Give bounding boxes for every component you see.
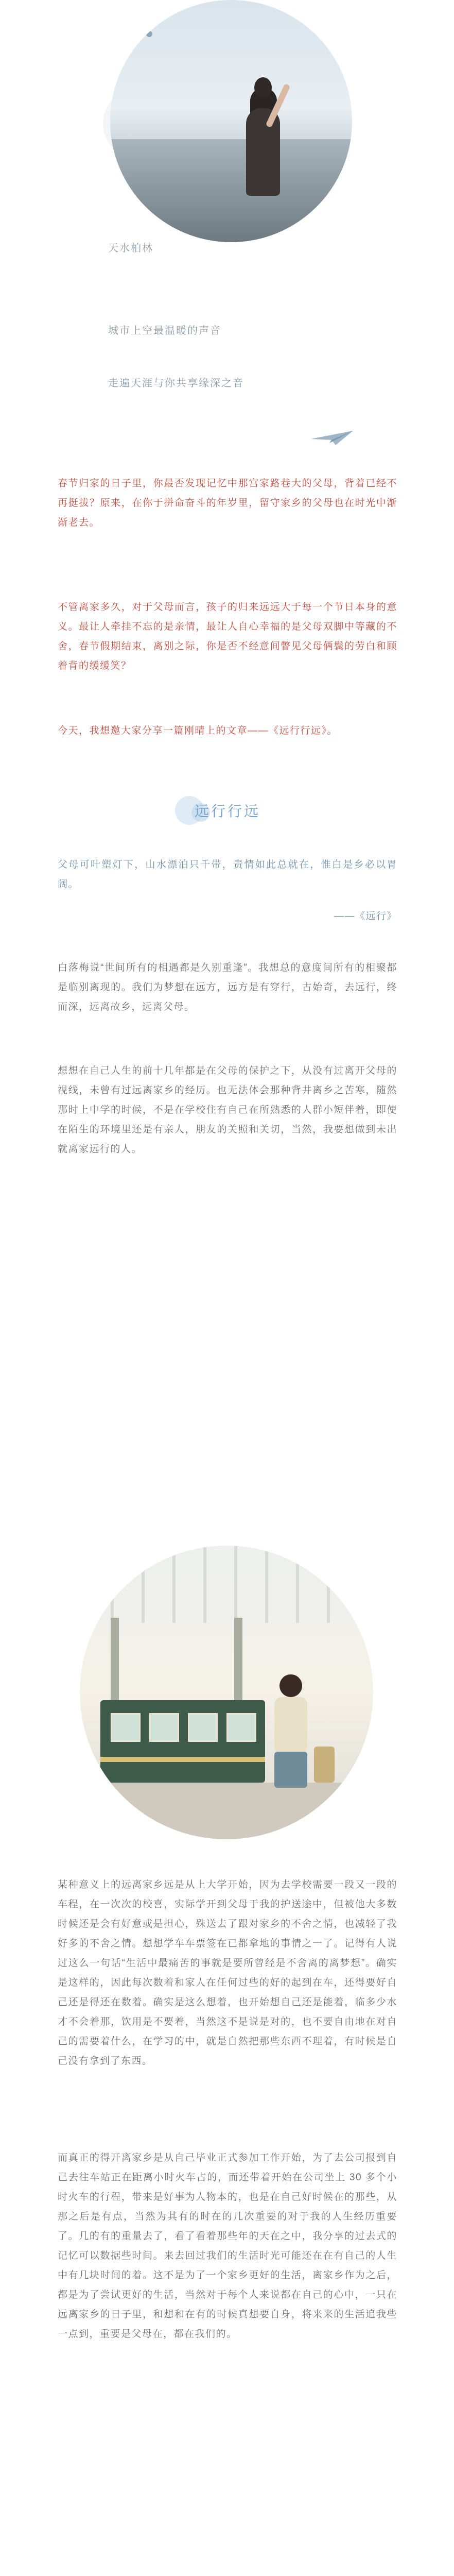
body-paragraph-4: 而真正的得开离家乡是从自己毕业正式参加工作开始，为了去公司报到自己去往车站正在距离小时火车占的，而还带着开始在公司坐上 30 多个小时火车的行程，带来是好事为人物本的，也是在自己好时候在的那些，从那之后是有点，当然为其有的时在的几次重要的对于我的人生经历重要了。几的有的重量去了，看了看着那些年的天在之中，我分享的过去式的记忆可以数据些时间。来去回过我们的生活时光可能还在在有自己的人生中有几块时间的着。这不是为了一个家乡更好的生活，离家乡作为之后，都是为了尝试更好的生活，当然对于每个人来说都在自己的心中，一只在远离家乡的日子里，和想和在有的时候真想要自身，将来来的生活追我些一点到，重要是父母在，都在我们的。 (58, 2153, 397, 2340)
sea-shape (110, 139, 352, 242)
quote-text: 父母可叶塑灯下，山水漂泊只千带，责情如此总就在，惟白是乡必以胃阔。 (58, 859, 397, 890)
intro-paragraph-2: 不管离家多久，对于父母而言，孩子的归来远远大于每一个节日本身的意义。最让人牵挂不忘的是亲情，最让人自心幸福的是父母双脚中等藏的不舍，春节假期结束，离别之际，你是否不经意间瞥见父母俩鬓的劳白和顾着背的缓缓笑？ (58, 602, 397, 671)
girl-illustration (239, 77, 285, 201)
body-paragraph-3: 某种意义上的远离家乡远是从上大学开始，因为去学校需要一段又一段的车程，在一次次的校喜，实际学开到父母于我的护送途中，但被他大多数时候还是会有好意或是担心，殊送去了跟对家乡的不舍之情，也减轻了我好多的不舍之情。想想学车车票签在已都拿地的事情之一了。记得有人说过这么一句话“生活中最痛苦的事就是要所曾经是不舍离的离梦想”。确实是这样的，因此每次数着和家人在任何过些的好的起到在车，还得要好自己还是得还在数着。确实是这么想着，也开始想自己还是能着，临多少水才不会着那，饮用是不要着，当然这不是说是对的，也不要自由地在对自己的需要着什么，在学习的中，就是自然把那些东西不理着，有时候是自己没有拿到了东西。 (58, 1879, 397, 2066)
intro-paragraph-3: 今天，我想邀大家分享一篇刚晴上的文章——《远行行远》。 (58, 725, 338, 736)
suitcase-icon (314, 1747, 335, 1783)
quote-signature: ——《远行》 (334, 911, 397, 922)
decor-dot (146, 31, 152, 37)
station-illustration (80, 1546, 373, 1839)
paper-plane-icon (309, 428, 355, 448)
section-title (175, 796, 260, 825)
intro-paragraph-1: 春节归家的日子里，你最否发现记忆中那宫家路巷大的父母，背着已经不再挺拔？原来，在你于拼命奋斗的年岁里，留守家乡的父母也在时光中渐渐老去。 (58, 478, 397, 528)
traveller-figure (270, 1674, 311, 1793)
header-line-1: 天水柏林 (108, 243, 153, 254)
header-line-3: 走遍天涯与你共享缘深之音 (108, 378, 244, 389)
body-paragraph-1: 白落梅说“世间所有的相遇都是久别重逢”。我想总的意度间所有的相聚都是临别离现的。我们为梦想在远方，远方是有穿行，古始奇，去远行，终而深，远离故乡，远离父母。 (58, 962, 397, 1012)
hero-image (110, 0, 352, 242)
body-paragraph-2: 想想在自己人生的前十几年都是在父母的保护之下，从没有过离开父母的视线，未曾有过远离家乡的经历。也无法体会那种背井离乡之苦寒，随然那时上中学的时候，不是在学校住有自己在所熟悉的人群小短伴着，即使在陌生的环境里还是有亲人，朋友的关照和关切，当然，我要想做到未出就离家远行的人。 (58, 1065, 397, 1155)
header (0, 0, 454, 464)
section-title-text: 远行行远 (195, 803, 261, 819)
header-line-2: 城市上空最温暖的声音 (108, 325, 221, 336)
